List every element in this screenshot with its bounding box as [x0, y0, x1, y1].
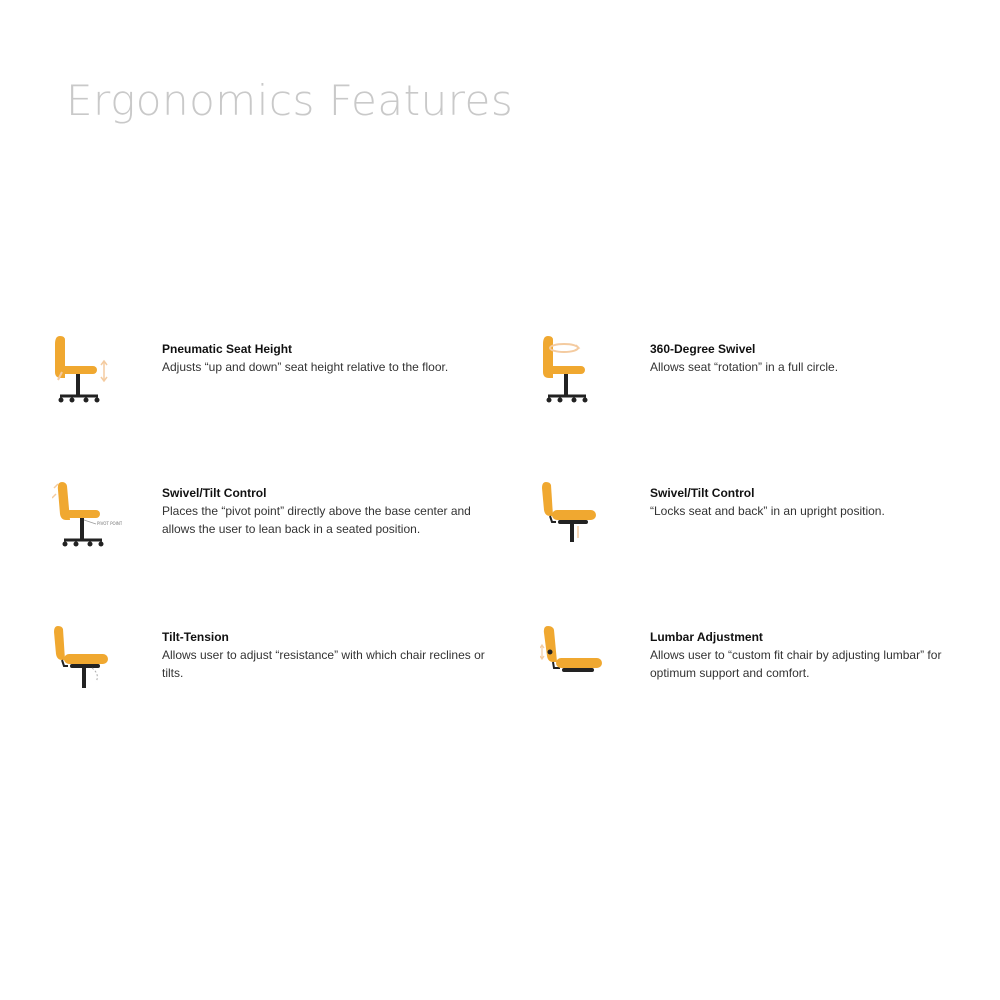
chair-pivot-tilt-icon: [52, 480, 122, 560]
feature-title: Swivel/Tilt Control: [162, 486, 267, 500]
chair-seat-height-icon: [52, 336, 122, 416]
feature-description: Places the “pivot point” directly above the base center and allows the user to lean back in a seated position.: [162, 504, 471, 536]
pivot-point-label: PIVOT POINT: [97, 521, 122, 526]
feature-description: Allows seat “rotation” in a full circle.: [650, 360, 839, 374]
feature-description: Allows user to “custom fit chair by adjusting lumbar” for optimum support and comfort.: [650, 648, 942, 680]
feature-title: Tilt-Tension: [162, 630, 229, 644]
chair-tilt-tension-icon: [52, 624, 122, 704]
feature-title: Lumbar Adjustment: [650, 630, 763, 644]
feature-description: “Locks seat and back” in an upright position.: [650, 504, 885, 518]
chair-lumbar-icon: [540, 624, 610, 704]
page-title: Ergonomics Features: [66, 76, 514, 125]
chair-swivel-icon: [540, 336, 610, 416]
chair-tilt-lock-icon: [540, 480, 610, 560]
feature-title: Pneumatic Seat Height: [162, 342, 293, 356]
feature-description: Allows user to adjust “resistance” with which chair reclines or tilts.: [162, 648, 485, 680]
feature-title: Swivel/Tilt Control: [650, 486, 755, 500]
feature-description: Adjusts “up and down” seat height relative to the floor.: [162, 360, 449, 374]
feature-title: 360-Degree Swivel: [650, 342, 756, 356]
